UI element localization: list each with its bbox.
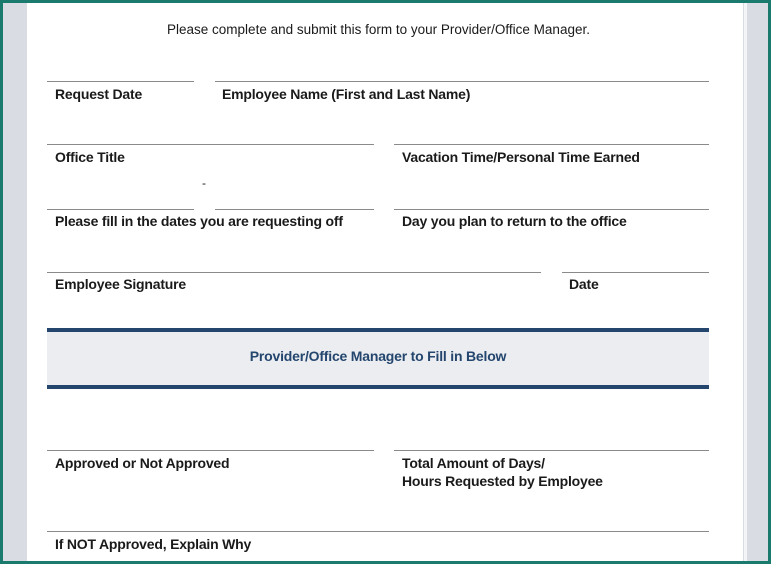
- office-title-label: Office Title: [55, 149, 125, 165]
- request-date-line[interactable]: [47, 81, 194, 82]
- manager-section-banner: [47, 328, 709, 389]
- signature-date-label: Date: [569, 276, 599, 292]
- total-days-label-line1: Total Amount of Days/: [402, 455, 545, 471]
- form-instructions: Please complete and submit this form to your Provider/Office Manager.: [167, 22, 590, 37]
- total-days-line[interactable]: [394, 450, 709, 451]
- end-date-line[interactable]: [215, 209, 374, 210]
- explanation-line[interactable]: [47, 531, 709, 532]
- employee-signature-label: Employee Signature: [55, 276, 186, 292]
- employee-signature-line[interactable]: [47, 272, 541, 273]
- dates-requested-label: Please fill in the dates you are requesting off: [55, 213, 343, 229]
- request-date-label: Request Date: [55, 86, 143, 102]
- employee-name-line[interactable]: [215, 81, 709, 82]
- vacation-time-label: Vacation Time/Personal Time Earned: [402, 149, 640, 165]
- return-day-label: Day you plan to return to the office: [402, 213, 627, 229]
- explanation-label: If NOT Approved, Explain Why: [55, 536, 252, 552]
- start-date-line[interactable]: [47, 209, 194, 210]
- vacation-time-line[interactable]: [394, 144, 709, 145]
- approval-label: Approved or Not Approved: [55, 455, 230, 471]
- approval-line[interactable]: [47, 450, 374, 451]
- document-page: [27, 3, 743, 564]
- employee-name-label: Employee Name (First and Last Name): [222, 86, 471, 102]
- signature-date-line[interactable]: [562, 272, 709, 273]
- manager-section-heading: Provider/Office Manager to Fill in Below: [249, 348, 507, 364]
- scrollbar-gutter[interactable]: [744, 3, 747, 564]
- office-title-line[interactable]: [47, 144, 374, 145]
- date-range-separator: -: [202, 176, 206, 190]
- total-days-label-line2: Hours Requested by Employee: [402, 473, 603, 489]
- return-day-line[interactable]: [394, 209, 709, 210]
